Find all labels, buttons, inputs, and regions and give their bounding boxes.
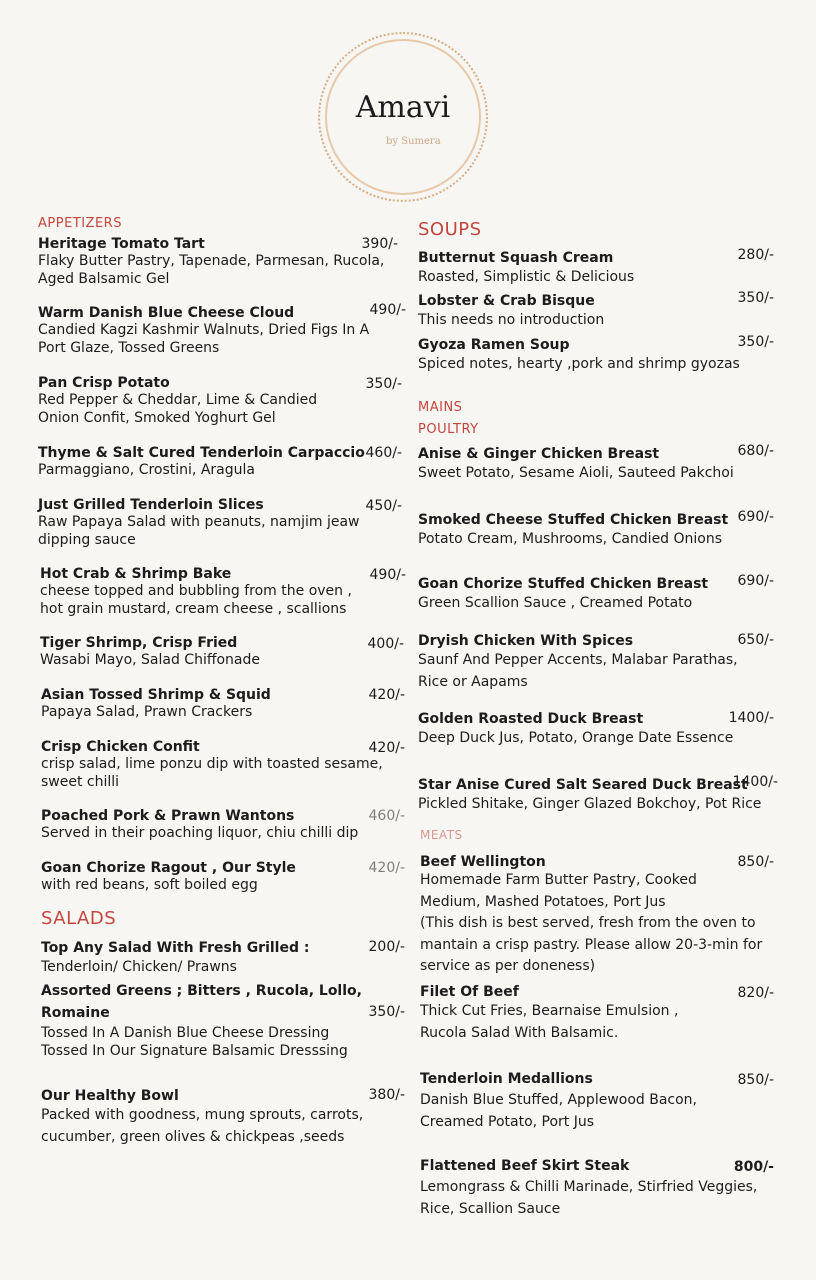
item-price: 490/- [369,567,406,583]
item-name: Hot Crab & Shrimp Bake [40,566,232,582]
item-name: Top Any Salad With Fresh Grilled : [41,940,310,956]
menu-item [41,1085,405,1148]
item-price: 420/- [368,740,405,756]
item-name: Anise & Ginger Chicken Breast [418,446,660,462]
item-description: Deep Duck Jus, Potato, Orange Date Essence [418,730,734,746]
item-description: Potato Cream, Mushrooms, Candied Onions [418,531,723,547]
item-description: Papaya Salad, Prawn Crackers [41,704,253,720]
menu-item [38,442,402,479]
appetizers-heading: APPETIZERS [38,216,122,231]
meats-heading: MEATS [420,828,463,842]
item-name: Tenderloin Medallions [420,1071,593,1087]
menu-item [41,937,405,978]
item-price: 420/- [368,687,405,703]
item-description: Wasabi Mayo, Salad Chiffonade [40,652,261,668]
salads-heading: SALADS [41,908,117,929]
menu-item [420,851,774,978]
menu-item [418,774,778,815]
item-description: Roasted, Simplistic & Delicious [418,269,635,285]
item-price: 1400/- [728,710,774,726]
item-description: Packed with goodness, mung sprouts, carrots, cucumber, green olives & chickpeas ,seeds [41,1107,364,1145]
item-price: 450/- [365,498,402,514]
item-name: Golden Roasted Duck Breast [418,711,644,727]
item-name: Lobster & Crab Bisque [418,293,595,309]
item-description: Tossed In A Danish Blue Cheese Dressing Tossed In Our Signature Balsamic Dresssing [41,1025,348,1059]
item-description: Homemade Farm Butter Pastry, Cooked Medium, Mashed Potatoes, Port Jus (This dish is best served, fresh from the oven to mantain a crisp pastry. Please allow 20-3-min for service as per doneness) [420,872,763,974]
item-description: Parmaggiano, Crostini, Aragula [38,462,255,478]
item-price: 820/- [737,985,774,1001]
item-description: Red Pepper & Cheddar, Lime & Candied Onion Confit, Smoked Yoghurt Gel [38,392,318,426]
menu-item [418,509,774,550]
item-name: Warm Danish Blue Cheese Cloud [38,305,295,321]
item-name: Heritage Tomato Tart [38,236,205,252]
item-name: Tiger Shrimp, Crisp Fried [40,635,238,651]
item-price: 800/- [733,1159,774,1175]
item-name: Dryish Chicken With Spices [418,633,634,649]
logo-subtitle: by Sumera [386,136,441,147]
item-description: Green Scallion Sauce , Creamed Potato [418,595,693,611]
item-name: Butternut Squash Cream [418,250,614,266]
item-price: 200/- [368,939,405,955]
menu-item [418,708,774,749]
item-price: 850/- [737,1072,774,1088]
item-description: cheese topped and bubbling from the oven , hot grain mustard, cream cheese , scallions [40,583,352,617]
menu-item [420,1155,774,1220]
item-price: 380/- [368,1087,405,1103]
item-price: 460/- [368,808,405,824]
item-name: Poached Pork & Prawn Wantons [41,808,295,824]
item-price: 350/- [368,1004,405,1020]
menu-item [41,805,405,842]
item-name: Star Anise Cured Salt Seared Duck Breast [418,777,748,793]
restaurant-logo [318,32,488,202]
item-price: 390/- [361,236,398,252]
menu-item [38,233,398,288]
item-name: Smoked Cheese Stuffed Chicken Breast [418,512,729,528]
menu-item [418,443,774,484]
menu-item [41,857,405,894]
item-description: Served in their poaching liquor, chiu chilli dip [41,825,359,841]
item-name: Just Grilled Tenderloin Slices [38,497,264,513]
item-name: Our Healthy Bowl [41,1088,179,1104]
menu-item [418,247,774,288]
item-price: 350/- [737,290,774,306]
soups-heading: SOUPS [418,219,482,240]
item-name: Crisp Chicken Confit [41,739,200,755]
item-description: Sweet Potato, Sesame Aioli, Sauteed Pakchoi [418,465,734,481]
item-price: 460/- [365,445,402,461]
item-description: Danish Blue Stuffed, Applewood Bacon, Creamed Potato, Port Jus [420,1092,698,1130]
item-price: 420/- [368,860,405,876]
menu-item [41,684,405,721]
item-price: 650/- [737,632,774,648]
item-price: 1400/- [732,774,778,790]
item-description: Spiced notes, hearty ,pork and shrimp gyozas [418,356,740,372]
logo-title: Amavi [355,90,451,125]
item-price: 490/- [369,302,406,318]
menu-item [40,563,406,618]
menu-item [418,334,774,375]
menu-item [40,632,404,669]
item-description: Candied Kagzi Kashmir Walnuts, Dried Figs In A Port Glaze, Tossed Greens [38,322,370,356]
menu-item [38,372,402,427]
item-description: Raw Papaya Salad with peanuts, namjim jeaw dipping sauce [38,514,360,548]
menu-item [420,1068,774,1133]
item-name: Thyme & Salt Cured Tenderloin Carpaccio [38,445,365,461]
poultry-heading: POULTRY [418,422,479,437]
menu-item [38,302,406,357]
item-name: Pan Crisp Potato [38,375,170,391]
menu-item [418,290,774,331]
item-name: Goan Chorize Stuffed Chicken Breast [418,576,709,592]
item-name: Assorted Greens ; Bitters , Rucola, Lollo, Romaine [41,983,362,1021]
menu-item [420,981,774,1044]
item-price: 680/- [737,443,774,459]
menu-item [38,494,402,549]
item-name: Gyoza Ramen Soup [418,337,570,353]
item-description: Saunf And Pepper Accents, Malabar Parathas, Rice or Aapams [418,652,738,690]
item-description: Pickled Shitake, Ginger Glazed Bokchoy, Pot Rice [418,796,762,812]
item-name: Filet Of Beef [420,984,519,1000]
menu-item [41,736,405,791]
item-name: Goan Chorize Ragout , Our Style [41,860,296,876]
menu-item [418,573,774,614]
menu-item [41,980,405,1060]
item-name: Beef Wellington [420,854,546,870]
item-price: 690/- [737,509,774,525]
item-price: 850/- [737,854,774,870]
item-name: Flattened Beef Skirt Steak [420,1158,630,1174]
item-description: Tenderloin/ Chicken/ Prawns [41,959,237,975]
item-price: 350/- [365,376,402,392]
item-description: This needs no introduction [418,312,605,328]
item-price: 350/- [737,334,774,350]
item-description: Thick Cut Fries, Bearnaise Emulsion , Rucola Salad With Balsamic. [420,1003,679,1041]
item-price: 690/- [737,573,774,589]
item-price: 280/- [737,247,774,263]
item-name: Asian Tossed Shrimp & Squid [41,687,271,703]
item-description: crisp salad, lime ponzu dip with toasted sesame, sweet chilli [41,756,383,790]
menu-item [418,630,774,693]
item-description: Flaky Butter Pastry, Tapenade, Parmesan, Rucola, Aged Balsamic Gel [38,253,385,287]
item-description: Lemongrass & Chilli Marinade, Stirfried Veggies, Rice, Scallion Sauce [420,1179,758,1217]
item-price: 400/- [367,636,404,652]
item-description: with red beans, soft boiled egg [41,877,258,893]
mains-heading: MAINS [418,400,463,415]
